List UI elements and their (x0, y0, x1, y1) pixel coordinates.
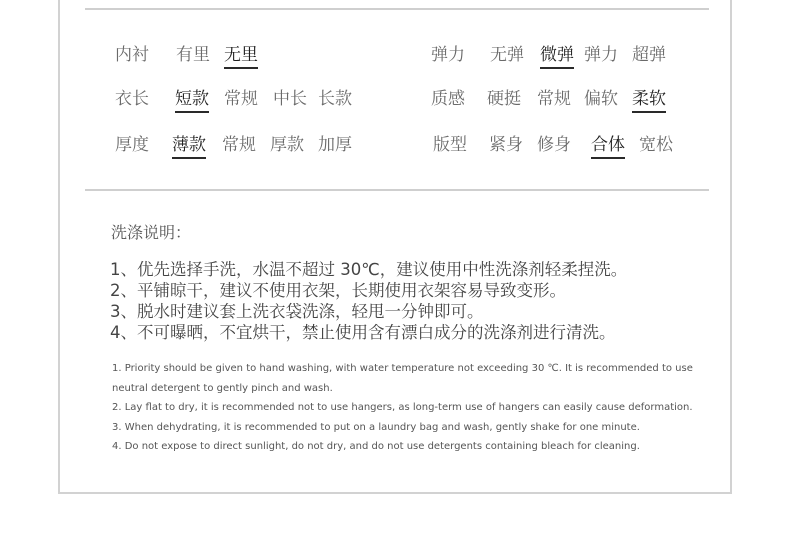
top-divider (85, 8, 709, 10)
option-thin-selected: 薄款 (172, 134, 206, 159)
option-tight: 紧身 (489, 135, 523, 155)
care-instructions-cn (110, 259, 710, 343)
care-cn-line-4: 4、不可曝晒，不宜烘干，禁止使用含有漂白成分的洗涤剂进行清洗。 (110, 323, 616, 342)
care-en-line-1: 1. Priority should be given to hand washing, with water temperature not exceeding 30 ℃. It is recommended to use (112, 363, 693, 374)
attr-label-length: 衣长 (115, 89, 149, 109)
care-cn-line-1: 1、优先选择手洗，水温不超过 30℃，建议使用中性洗涤剂轻柔捏洗。 (110, 260, 628, 279)
care-title: 洗涤说明： (111, 223, 192, 242)
attr-label-thickness: 厚度 (115, 135, 149, 155)
option-regular-thickness: 常规 (222, 135, 256, 155)
option-regular-length: 常规 (224, 89, 258, 109)
attr-label-lining: 内衬 (115, 45, 149, 65)
care-en-line-3: 3. When dehydrating, it is recommended to put on a laundry bag and wash, gently shake for one minute. (112, 421, 640, 433)
option-unlined-selected: 无里 (224, 44, 258, 69)
option-soft-selected: 柔软 (632, 88, 666, 113)
option-stiff: 硬挺 (487, 89, 521, 109)
option-extra-thick: 加厚 (318, 135, 352, 155)
option-super-stretch: 超弹 (632, 45, 666, 65)
care-cn-line-2: 2、平铺晾干，建议不使用衣架，长期使用衣架容易导致变形。 (110, 281, 566, 300)
option-long: 长款 (318, 89, 352, 109)
care-en-line-1-cont: neutral detergent to gently pinch and wash. (112, 382, 333, 394)
care-en-line-4: 4. Do not expose to direct sunlight, do not dry, and do not use detergents containing bleach for cleaning. (112, 441, 640, 452)
attr-label-texture: 质感 (431, 89, 465, 109)
option-regular-fit-selected: 合体 (591, 134, 625, 159)
attr-label-fit: 版型 (433, 135, 467, 155)
option-loose: 宽松 (639, 135, 673, 155)
care-instructions-en (112, 359, 702, 457)
care-cn-line-3: 3、脱水时建议套上洗衣袋洗涤，轻甩一分钟即可。 (110, 302, 484, 321)
option-softish: 偏软 (584, 89, 618, 109)
middle-divider (85, 189, 709, 191)
option-slight-stretch-selected: 微弹 (540, 44, 574, 69)
option-lined: 有里 (176, 45, 210, 65)
care-en-line-2: 2. Lay flat to dry, it is recommended not to use hangers, as long-term use of hangers can easily cause deformation. (112, 402, 693, 413)
attr-label-stretch: 弹力 (431, 45, 465, 65)
option-short-selected: 短款 (175, 88, 209, 113)
option-no-stretch: 无弹 (490, 45, 524, 65)
option-mid-length: 中长 (273, 89, 307, 109)
option-slim: 修身 (537, 135, 571, 155)
option-regular-texture: 常规 (537, 89, 571, 109)
option-stretch: 弹力 (584, 45, 618, 65)
option-thick: 厚款 (270, 135, 304, 155)
